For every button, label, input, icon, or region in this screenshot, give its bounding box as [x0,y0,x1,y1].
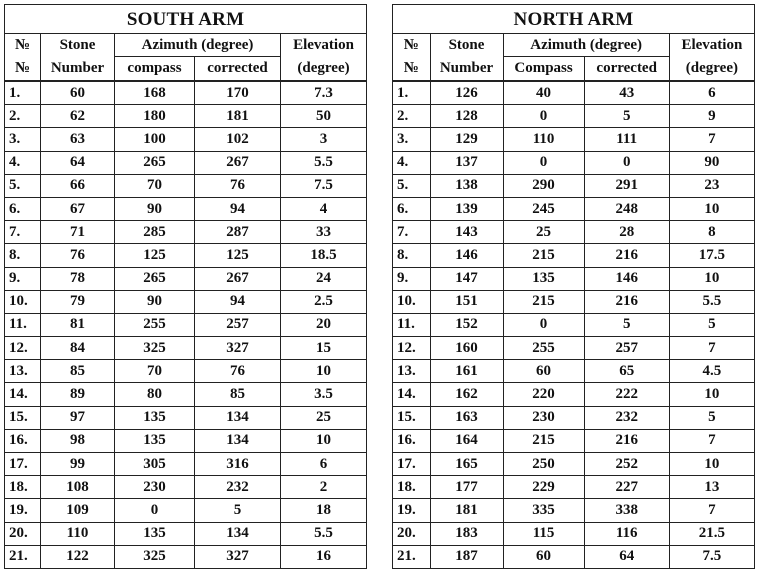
azimuth-corrected-cell: 252 [584,453,669,476]
table-row [393,105,755,128]
table-row [5,499,367,522]
col-header-stone-number: Number [41,57,115,82]
azimuth-corrected-cell: 216 [584,290,669,313]
azimuth-compass-cell: 180 [115,105,195,128]
azimuth-compass-cell: 135 [503,267,584,290]
azimuth-compass-cell: 90 [115,290,195,313]
elevation-cell: 2 [281,476,367,499]
elevation-cell: 7 [669,429,754,452]
stone-number-cell: 151 [430,290,503,313]
azimuth-compass-cell: 255 [503,337,584,360]
stone-number-cell: 79 [41,290,115,313]
row-number-cell: 16. [5,429,41,452]
table-row [5,360,367,383]
stone-number-cell: 138 [430,174,503,197]
stone-number-cell: 89 [41,383,115,406]
col-header-compass: compass [115,57,195,82]
elevation-cell: 16 [281,545,367,568]
elevation-cell: 3 [281,128,367,151]
col-header-no-2: № [5,57,41,82]
azimuth-compass-cell: 0 [503,313,584,336]
table-row [393,290,755,313]
table-row [393,429,755,452]
row-number-cell: 14. [393,383,431,406]
azimuth-corrected-cell: 291 [584,174,669,197]
azimuth-compass-cell: 325 [115,545,195,568]
azimuth-compass-cell: 135 [115,429,195,452]
col-header-stone-number: Number [430,57,503,82]
azimuth-corrected-cell: 76 [195,360,281,383]
elevation-cell: 7 [669,337,754,360]
row-number-cell: 16. [393,429,431,452]
stone-number-cell: 129 [430,128,503,151]
stone-number-cell: 147 [430,267,503,290]
col-header-elevation: Elevation [281,34,367,57]
row-number-cell: 20. [393,522,431,545]
south-arm-title-text: SOUTH ARM [126,8,245,30]
azimuth-corrected-cell: 134 [195,522,281,545]
elevation-cell: 6 [669,81,754,105]
table-row [5,522,367,545]
stone-number-cell: 66 [41,174,115,197]
col-header-no: № [5,34,41,57]
elevation-cell: 5.5 [669,290,754,313]
row-number-cell: 13. [393,360,431,383]
azimuth-corrected-cell: 327 [195,545,281,568]
row-number-cell: 4. [5,151,41,174]
col-header-elevation-unit: (degree) [669,57,754,82]
azimuth-compass-cell: 80 [115,383,195,406]
elevation-cell: 90 [669,151,754,174]
table-row [5,128,367,151]
azimuth-corrected-cell: 125 [195,244,281,267]
col-header-corrected: corrected [584,57,669,82]
row-number-cell: 5. [5,174,41,197]
azimuth-compass-cell: 60 [503,360,584,383]
stone-number-cell: 60 [41,81,115,105]
row-number-cell: 11. [5,313,41,336]
azimuth-corrected-cell: 102 [195,128,281,151]
stone-number-cell: 181 [430,499,503,522]
azimuth-compass-cell: 90 [115,197,195,220]
stone-number-cell: 164 [430,429,503,452]
azimuth-corrected-cell: 94 [195,197,281,220]
elevation-cell: 7.5 [281,174,367,197]
table-row [5,476,367,499]
azimuth-corrected-cell: 257 [195,313,281,336]
elevation-cell: 5.5 [281,522,367,545]
stone-number-cell: 187 [430,545,503,568]
elevation-cell: 33 [281,221,367,244]
row-number-cell: 15. [393,406,431,429]
north-arm-table [392,4,755,569]
azimuth-corrected-cell: 316 [195,453,281,476]
elevation-cell: 10 [669,453,754,476]
stone-number-cell: 84 [41,337,115,360]
azimuth-corrected-cell: 327 [195,337,281,360]
stone-number-cell: 128 [430,105,503,128]
azimuth-corrected-cell: 222 [584,383,669,406]
azimuth-corrected-cell: 5 [195,499,281,522]
row-number-cell: 10. [5,290,41,313]
south-arm-rows [5,81,367,568]
table-row [393,406,755,429]
row-number-cell: 11. [393,313,431,336]
col-header-no-2: № [393,57,431,82]
stone-number-cell: 162 [430,383,503,406]
elevation-cell: 5 [669,313,754,336]
table-row [393,499,755,522]
stone-number-cell: 160 [430,337,503,360]
col-header-azimuth: Azimuth (degree) [503,34,669,57]
elevation-cell: 10 [669,383,754,406]
table-row [393,151,755,174]
stone-number-cell: 78 [41,267,115,290]
stone-number-cell: 146 [430,244,503,267]
row-number-cell: 12. [5,337,41,360]
azimuth-compass-cell: 255 [115,313,195,336]
row-number-cell: 9. [5,267,41,290]
azimuth-corrected-cell: 146 [584,267,669,290]
azimuth-compass-cell: 285 [115,221,195,244]
row-number-cell: 7. [5,221,41,244]
elevation-cell: 6 [281,453,367,476]
elevation-cell: 18 [281,499,367,522]
table-row [393,313,755,336]
col-header-elevation-unit: (degree) [281,57,367,82]
col-header-no: № [393,34,431,57]
table-row [5,383,367,406]
stone-number-cell: 98 [41,429,115,452]
south-arm-panel [4,4,366,569]
azimuth-corrected-cell: 257 [584,337,669,360]
elevation-cell: 7.5 [669,545,754,568]
azimuth-compass-cell: 215 [503,244,584,267]
azimuth-compass-cell: 305 [115,453,195,476]
north-arm-title [393,5,755,34]
elevation-cell: 9 [669,105,754,128]
col-header-stone: Stone [430,34,503,57]
row-number-cell: 5. [393,174,431,197]
table-row [5,545,367,568]
stone-number-cell: 67 [41,197,115,220]
azimuth-corrected-cell: 5 [584,105,669,128]
stone-number-cell: 109 [41,499,115,522]
azimuth-compass-cell: 229 [503,476,584,499]
azimuth-compass-cell: 70 [115,360,195,383]
row-number-cell: 10. [393,290,431,313]
azimuth-compass-cell: 335 [503,499,584,522]
table-row [393,244,755,267]
azimuth-corrected-cell: 232 [195,476,281,499]
stone-number-cell: 64 [41,151,115,174]
azimuth-corrected-cell: 267 [195,151,281,174]
stone-number-cell: 71 [41,221,115,244]
elevation-cell: 50 [281,105,367,128]
azimuth-corrected-cell: 170 [195,81,281,105]
stone-number-cell: 99 [41,453,115,476]
col-header-corrected: corrected [195,57,281,82]
stone-number-cell: 183 [430,522,503,545]
table-row [5,221,367,244]
table-row [5,406,367,429]
elevation-cell: 7 [669,499,754,522]
stone-number-cell: 76 [41,244,115,267]
azimuth-corrected-cell: 181 [195,105,281,128]
azimuth-compass-cell: 100 [115,128,195,151]
azimuth-compass-cell: 40 [503,81,584,105]
stone-number-cell: 163 [430,406,503,429]
elevation-cell: 10 [669,267,754,290]
south-arm-table [4,4,367,569]
stone-number-cell: 137 [430,151,503,174]
stone-number-cell: 177 [430,476,503,499]
row-number-cell: 3. [393,128,431,151]
row-number-cell: 19. [393,499,431,522]
col-header-stone: Stone [41,34,115,57]
stone-number-cell: 161 [430,360,503,383]
table-row [393,522,755,545]
stone-number-cell: 152 [430,313,503,336]
azimuth-corrected-cell: 267 [195,267,281,290]
elevation-cell: 10 [669,197,754,220]
elevation-cell: 10 [281,360,367,383]
stone-number-cell: 143 [430,221,503,244]
stone-number-cell: 126 [430,81,503,105]
azimuth-compass-cell: 0 [115,499,195,522]
azimuth-compass-cell: 265 [115,151,195,174]
stone-number-cell: 108 [41,476,115,499]
row-number-cell: 1. [5,81,41,105]
stone-number-cell: 85 [41,360,115,383]
elevation-cell: 18.5 [281,244,367,267]
azimuth-corrected-cell: 338 [584,499,669,522]
row-number-cell: 3. [5,128,41,151]
row-number-cell: 17. [393,453,431,476]
col-header-compass: Compass [503,57,584,82]
azimuth-compass-cell: 135 [115,522,195,545]
azimuth-compass-cell: 250 [503,453,584,476]
table-row [393,221,755,244]
table-row [5,81,367,105]
elevation-cell: 4 [281,197,367,220]
azimuth-corrected-cell: 134 [195,406,281,429]
elevation-cell: 7 [669,128,754,151]
row-number-cell: 15. [5,406,41,429]
elevation-cell: 17.5 [669,244,754,267]
stone-number-cell: 122 [41,545,115,568]
azimuth-compass-cell: 70 [115,174,195,197]
elevation-cell: 7.3 [281,81,367,105]
azimuth-corrected-cell: 0 [584,151,669,174]
table-row [5,267,367,290]
azimuth-corrected-cell: 248 [584,197,669,220]
stone-number-cell: 97 [41,406,115,429]
elevation-cell: 2.5 [281,290,367,313]
azimuth-compass-cell: 135 [115,406,195,429]
row-number-cell: 19. [5,499,41,522]
table-row [5,197,367,220]
azimuth-corrected-cell: 232 [584,406,669,429]
table-row [5,337,367,360]
azimuth-corrected-cell: 134 [195,429,281,452]
azimuth-compass-cell: 220 [503,383,584,406]
table-row [5,174,367,197]
north-arm-title-text: NORTH ARM [513,8,634,30]
azimuth-corrected-cell: 116 [584,522,669,545]
elevation-cell: 10 [281,429,367,452]
row-number-cell: 18. [393,476,431,499]
azimuth-compass-cell: 230 [115,476,195,499]
table-row [5,453,367,476]
row-number-cell: 17. [5,453,41,476]
azimuth-corrected-cell: 216 [584,429,669,452]
table-row [393,383,755,406]
azimuth-compass-cell: 168 [115,81,195,105]
row-number-cell: 21. [393,545,431,568]
row-number-cell: 7. [393,221,431,244]
row-number-cell: 2. [5,105,41,128]
azimuth-corrected-cell: 85 [195,383,281,406]
azimuth-compass-cell: 0 [503,105,584,128]
azimuth-corrected-cell: 28 [584,221,669,244]
azimuth-compass-cell: 215 [503,429,584,452]
azimuth-compass-cell: 290 [503,174,584,197]
elevation-cell: 15 [281,337,367,360]
table-row [393,267,755,290]
row-number-cell: 18. [5,476,41,499]
azimuth-compass-cell: 0 [503,151,584,174]
azimuth-corrected-cell: 43 [584,81,669,105]
azimuth-corrected-cell: 94 [195,290,281,313]
col-header-elevation: Elevation [669,34,754,57]
elevation-cell: 3.5 [281,383,367,406]
elevation-cell: 23 [669,174,754,197]
north-arm-rows [393,81,755,568]
azimuth-corrected-cell: 227 [584,476,669,499]
stone-number-cell: 62 [41,105,115,128]
azimuth-corrected-cell: 287 [195,221,281,244]
row-number-cell: 4. [393,151,431,174]
north-arm-panel [392,4,755,569]
azimuth-compass-cell: 125 [115,244,195,267]
table-row [393,197,755,220]
table-row [5,105,367,128]
elevation-cell: 4.5 [669,360,754,383]
row-number-cell: 8. [393,244,431,267]
table-row [5,313,367,336]
row-number-cell: 6. [5,197,41,220]
azimuth-corrected-cell: 76 [195,174,281,197]
azimuth-compass-cell: 25 [503,221,584,244]
elevation-cell: 5 [669,406,754,429]
azimuth-compass-cell: 230 [503,406,584,429]
stone-number-cell: 81 [41,313,115,336]
azimuth-compass-cell: 110 [503,128,584,151]
elevation-cell: 21.5 [669,522,754,545]
row-number-cell: 8. [5,244,41,267]
azimuth-corrected-cell: 5 [584,313,669,336]
table-row [393,128,755,151]
elevation-cell: 5.5 [281,151,367,174]
elevation-cell: 24 [281,267,367,290]
south-arm-title [5,5,367,34]
table-row [393,81,755,105]
row-number-cell: 20. [5,522,41,545]
azimuth-compass-cell: 115 [503,522,584,545]
azimuth-corrected-cell: 65 [584,360,669,383]
col-header-azimuth: Azimuth (degree) [115,34,281,57]
elevation-cell: 8 [669,221,754,244]
table-row [5,290,367,313]
row-number-cell: 1. [393,81,431,105]
azimuth-corrected-cell: 216 [584,244,669,267]
azimuth-corrected-cell: 64 [584,545,669,568]
row-number-cell: 12. [393,337,431,360]
azimuth-compass-cell: 265 [115,267,195,290]
elevation-cell: 25 [281,406,367,429]
table-row [393,174,755,197]
row-number-cell: 9. [393,267,431,290]
row-number-cell: 2. [393,105,431,128]
stone-number-cell: 139 [430,197,503,220]
elevation-cell: 20 [281,313,367,336]
row-number-cell: 13. [5,360,41,383]
azimuth-corrected-cell: 111 [584,128,669,151]
table-row [393,476,755,499]
stone-number-cell: 110 [41,522,115,545]
table-row [5,429,367,452]
azimuth-compass-cell: 215 [503,290,584,313]
azimuth-compass-cell: 325 [115,337,195,360]
table-row [393,360,755,383]
row-number-cell: 14. [5,383,41,406]
table-row [393,545,755,568]
table-row [5,151,367,174]
row-number-cell: 6. [393,197,431,220]
row-number-cell: 21. [5,545,41,568]
azimuth-compass-cell: 245 [503,197,584,220]
azimuth-compass-cell: 60 [503,545,584,568]
elevation-cell: 13 [669,476,754,499]
stone-number-cell: 63 [41,128,115,151]
table-row [393,337,755,360]
table-row [393,453,755,476]
table-row [5,244,367,267]
stone-number-cell: 165 [430,453,503,476]
